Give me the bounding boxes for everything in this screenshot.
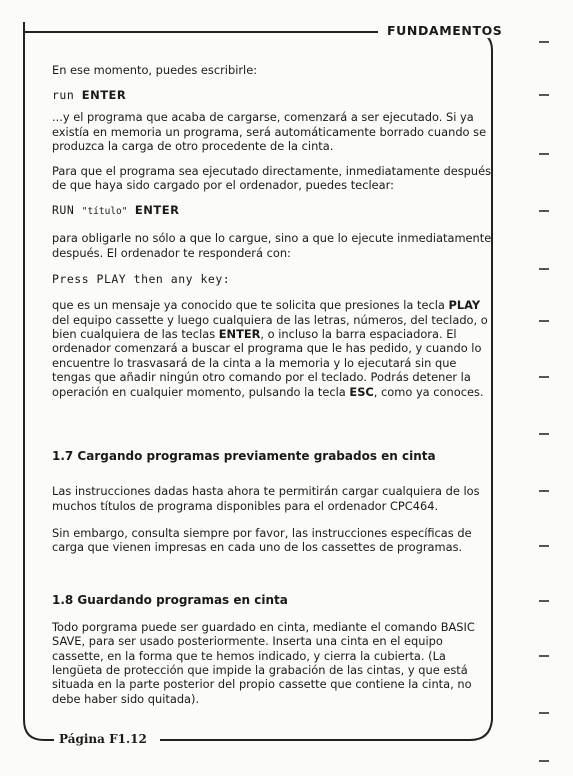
code-run-enter — [52, 88, 492, 102]
section-heading-1-7: 1.7 Cargando programas previamente grabados en cinta — [52, 449, 436, 464]
paragraph-play-message: que es un mensaje ya conocido que te solicita que presiones la tecla PLAY del equipo cassette y luego cualquiera de las letras, números, del teclado, o bien cualquiera de las teclas ENTER, o incluso la barra espaciadora. El ordenador comenzará a buscar el programa que le has pedido, y cuando lo encuentre lo trasvasará de la cinta a la memoria y lo ejecutará sin que tengas que añadir ningún otro comando por el teclado. Podrás detener la operación en cualquier momento, pulsando la tecla ESC, como ya conoces. — [52, 298, 488, 399]
key-play: PLAY — [448, 298, 481, 313]
code-press-play: Press PLAY then any key: — [52, 272, 231, 287]
paragraph-direct-run: Para que el programa sea ejecutado directamente, inmediatamente después de que haya sido cargado por el ordenador, puedes teclear: — [52, 163, 492, 193]
paragraph-saving: Todo porgrama puede ser guardado en cinta, mediante el comando BASIC SAVE, para ser usado posteriormente. Inserta una cinta en el equipo cassette, en la forma que te hemos indicado, y cierra la cubierta. (La lengüeta de protección que impide la grabación de las cintas, y que está situada en la parte posterior del propio cassette que contiene la cinta, no debe haber sido quitada). — [52, 619, 475, 706]
code-argument: "título" — [81, 206, 128, 218]
paragraph-consult: Sin embargo, consulta siempre por favor, las instrucciones específicas de carga que vienen impresas en cada uno de los cassettes de programas. — [52, 525, 472, 555]
paragraph-execution: ...y el programa que acaba de cargarse, comenzará a ser ejecutado. Si ya existía en memoria un programa, será automáticamente borrado cuando se produzca la carga de otro procedente de la cinta. — [52, 110, 487, 154]
running-header: FUNDAMENTOS — [383, 23, 506, 38]
code-command: run — [52, 88, 75, 103]
code-key: ENTER — [134, 203, 180, 218]
code-run-title — [52, 203, 492, 219]
page-number: Página F1.12 — [59, 732, 147, 746]
paragraph-loading: Las instrucciones dadas hasta ahora te permitirán cargar cualquiera de los muchos títulos de programa disponibles para el ordenador CPC464. — [52, 484, 480, 513]
code-command: RUN — [52, 203, 75, 218]
key-esc: ESC — [349, 384, 374, 399]
paragraph-force-run: para obligarle no sólo a que lo cargue, sino a que lo ejecute inmediatamente después. El ordenador te responderá con: — [52, 231, 492, 260]
section-heading-1-8: 1.8 Guardando programas en cinta — [52, 592, 288, 607]
page-content — [52, 60, 492, 706]
code-key: ENTER — [81, 88, 127, 103]
key-enter: ENTER — [218, 327, 261, 342]
paragraph-intro: En ese momento, puedes escribirle: — [52, 63, 258, 77]
